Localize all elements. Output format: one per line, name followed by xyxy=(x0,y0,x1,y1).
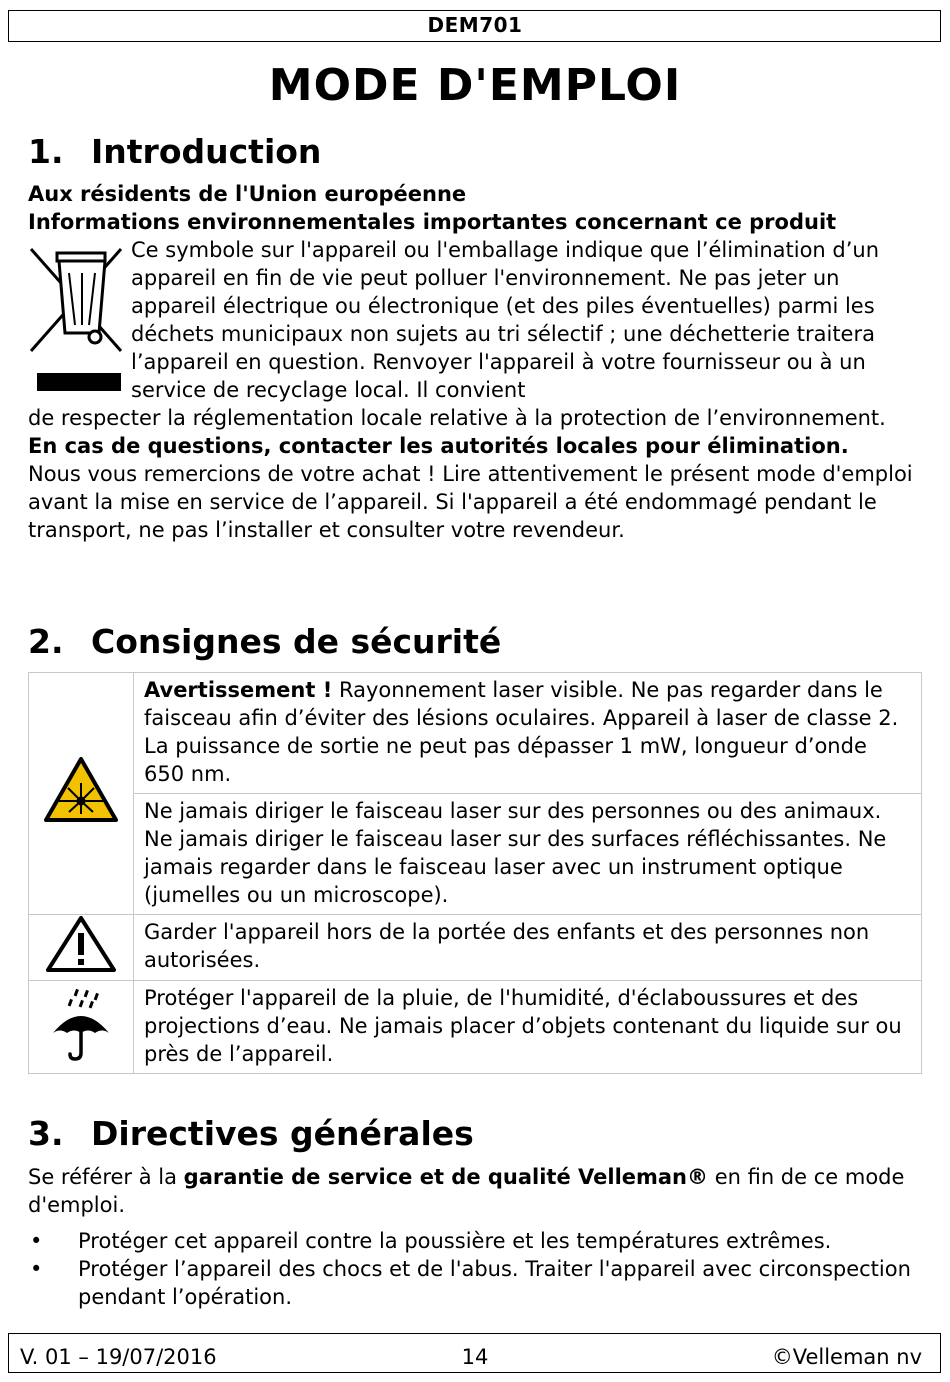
umbrella-rain-icon xyxy=(49,987,113,1061)
general-guidelines-list xyxy=(28,1227,928,1311)
warranty-name: garantie de service et de qualité Velleman® xyxy=(183,1165,709,1189)
section-heading-safety xyxy=(28,622,501,661)
reference-suffix: en fin de ce mode d'emploi. xyxy=(28,1165,905,1217)
environment-info-title: Informations environnementales importantes concernant ce produit xyxy=(28,210,837,234)
questions-note: En cas de questions, contacter les autorités locales pour élimination. xyxy=(28,434,849,458)
eu-residents-title: Aux résidents de l'Union européenne xyxy=(28,182,467,206)
table-row xyxy=(29,794,922,915)
weee-text: Ce symbole sur l'appareil ou l'emballage indique que l’élimination d’un appareil en fin de vie peut polluer l'environnement. Ne pas jeter un appareil électrique ou électronique (et des piles éventuelles) parmi les déchets municipaux non sujets au tri sélectif ; une déchetterie traitera l’appareil en question. Renvoyer l'appareil à votre fournisseur ou à un service de recyclage local. Il convient xyxy=(131,238,880,402)
rain-text: Protéger l'appareil de la pluie, de l'humidité, d'éclaboussures et des projections d’eau. Ne jamais placer d’objets contenant du liquide sur ou près de l’appareil. xyxy=(144,986,902,1066)
crossed-out-wheelie-bin-icon xyxy=(27,245,127,395)
beam-cell xyxy=(134,794,922,915)
laser-icon-cell xyxy=(29,673,134,915)
warranty-reference xyxy=(28,1163,928,1219)
children-cell xyxy=(134,915,922,981)
safety-table xyxy=(28,672,922,1074)
table-row xyxy=(29,673,922,794)
section-number: 2. xyxy=(28,622,64,661)
footer-copyright: ©Velleman nv xyxy=(771,1345,922,1369)
exclamation-warning-icon xyxy=(45,915,117,973)
rain-icon-cell xyxy=(29,981,134,1074)
bullet-icon: • xyxy=(30,1257,43,1281)
footer-page-number: 14 xyxy=(461,1345,489,1369)
list-item-text: Protéger l’appareil des chocs et de l'abus. Traiter l'appareil avec circonspection pendant l’opération. xyxy=(78,1257,911,1309)
page-title: MODE D'EMPLOI xyxy=(268,60,682,111)
bullet-icon: • xyxy=(30,1229,43,1253)
warning-label: Avertissement ! xyxy=(144,678,333,702)
rain-cell xyxy=(134,981,922,1074)
laser-warning-icon xyxy=(43,756,119,824)
section-title: Directives générales xyxy=(91,1114,474,1153)
section-number: 3. xyxy=(28,1114,64,1153)
table-row xyxy=(29,981,922,1074)
power-text: La puissance de sortie ne peut pas dépasser 1 mW, longueur d’onde 650 nm. xyxy=(144,734,867,786)
section-title: Consignes de sécurité xyxy=(91,622,502,661)
section-number: 1. xyxy=(28,132,64,171)
list-item xyxy=(28,1227,928,1255)
table-row xyxy=(29,915,922,981)
beam-text: Ne jamais diriger le faisceau laser sur des personnes ou des animaux. Ne jamais diriger le faisceau laser sur des surfaces réfléchissantes. Ne jamais regarder dans le faisceau laser avec un instrument optique (jumelles ou un microscope). xyxy=(144,799,887,907)
section-heading-general xyxy=(28,1114,474,1153)
footer-version: V. 01 – 19/07/2016 xyxy=(20,1345,217,1369)
section-title: Introduction xyxy=(91,132,322,171)
children-text: Garder l'appareil hors de la portée des enfants et des personnes non autorisées. xyxy=(144,920,870,972)
thanks-paragraph: Nous vous remercions de votre achat ! Lire attentivement le présent mode d'emploi avant la mise en service de l’appareil. Si l'appareil a été endommagé pendant le transport, ne pas l’installer et consulter votre revendeur. xyxy=(28,462,913,542)
section-heading-introduction xyxy=(28,132,321,171)
warning-text: Rayonnement laser visible. Ne pas regarder dans le faisceau afin d’éviter des lésions oculaires. Appareil à laser de classe 2. xyxy=(144,678,899,730)
reference-prefix: Se référer à la xyxy=(28,1165,184,1189)
weee-text-continued: de respecter la réglementation locale relative à la protection de l’environnement. xyxy=(28,406,886,430)
intro-content xyxy=(28,404,928,544)
caution-icon-cell xyxy=(29,915,134,981)
list-item xyxy=(28,1255,928,1311)
model-number: DEM701 xyxy=(427,13,523,37)
laser-warning-cell xyxy=(134,673,922,794)
list-item-text: Protéger cet appareil contre la poussière et les températures extrêmes. xyxy=(78,1229,832,1253)
